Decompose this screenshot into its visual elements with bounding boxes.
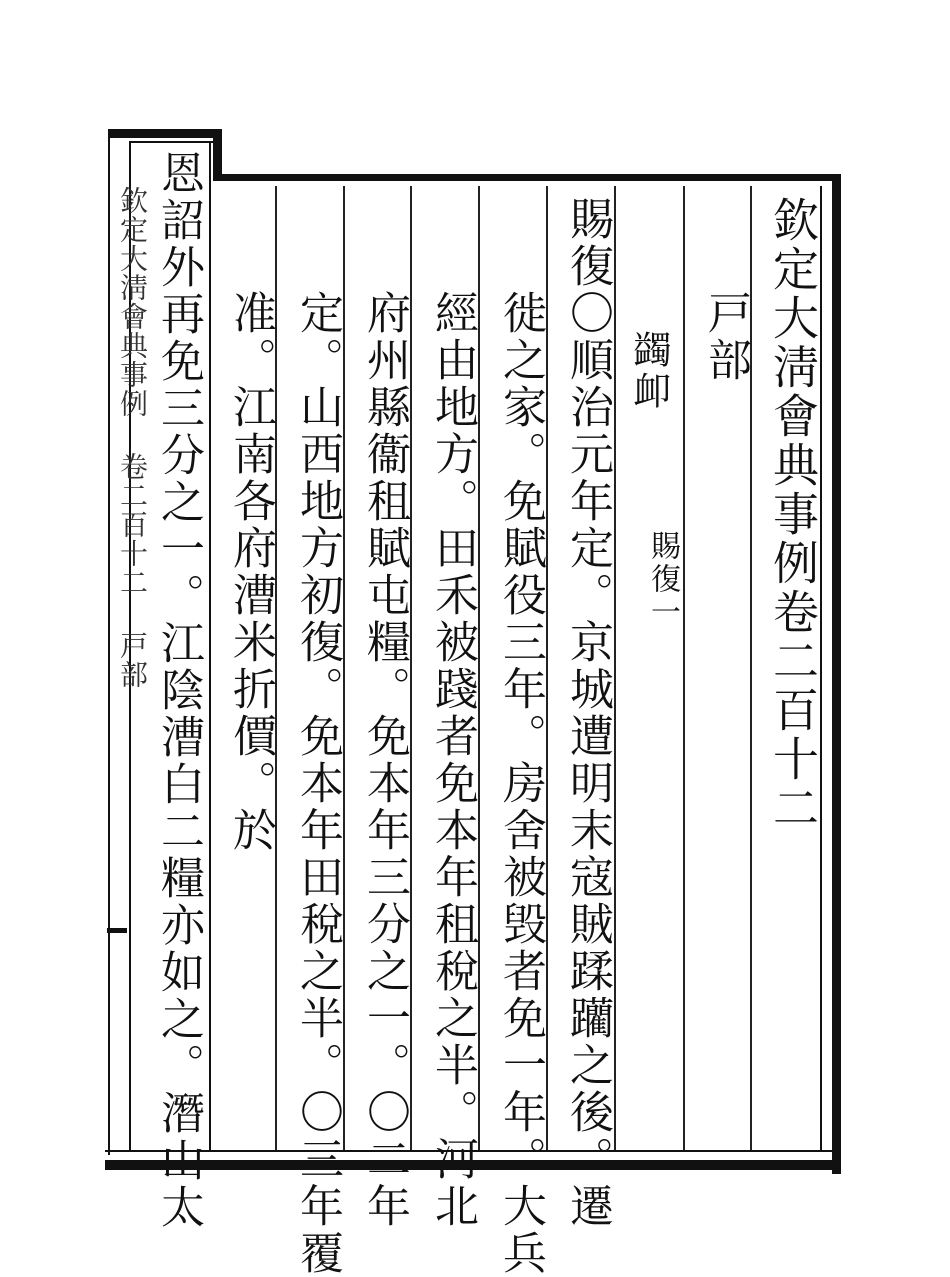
book-title: 欽定大淸會典事例卷二百十二 xyxy=(766,196,820,833)
margin-note: 欽定大淸會典事例 卷二百十二 戸部 xyxy=(116,186,149,689)
text-column: 准。江南各府漕米折價。於 xyxy=(225,290,276,854)
frame-tab-inner xyxy=(131,141,213,143)
frame-left-border xyxy=(108,133,110,1155)
text-column: 徙之家。免賦役三年。房舍被毁者免一年。大兵 xyxy=(495,290,546,1277)
text-column: 賜復〇順治元年定。京城遭明末寇賊蹂躪之後。遷 xyxy=(562,196,613,1230)
text-column: 府州縣衞租賦屯糧。免本年三分之一。〇二年 xyxy=(359,290,410,1230)
frame-right-border xyxy=(832,174,841,1174)
department-heading: 戸部 xyxy=(700,290,751,384)
frame-tab-top xyxy=(108,129,221,138)
frame-top-border xyxy=(213,174,841,181)
text-column: 經由地方。田禾被踐者免本年租稅之半。河北 xyxy=(427,290,478,1230)
category-heading: 蠲卹 xyxy=(627,330,671,412)
text-column: 定。山西地方初復。免本年田稅之半。〇三年覆 xyxy=(292,290,343,1277)
subcategory-heading: 賜復一 xyxy=(645,530,680,629)
text-column-raised: 恩詔外再免三分之一。江陰漕白二糧亦如之。潛山太 xyxy=(153,150,204,1231)
margin-mark xyxy=(107,928,127,933)
column-rule xyxy=(683,186,685,1150)
